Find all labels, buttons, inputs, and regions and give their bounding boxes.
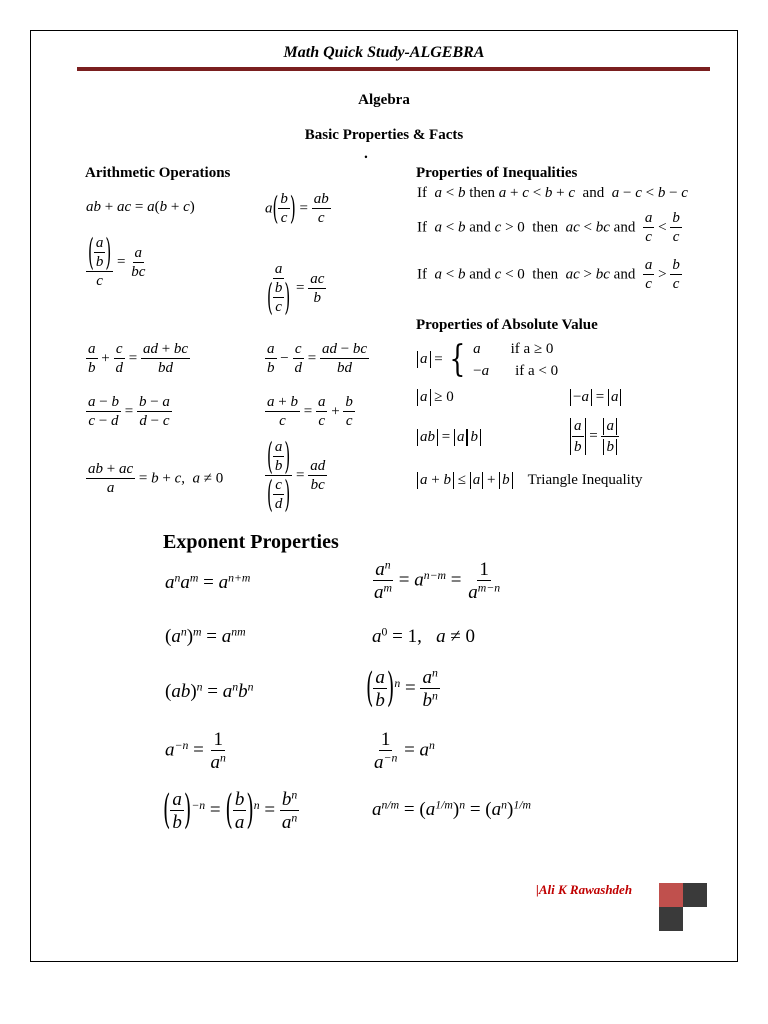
formula-a-over-b-over-c: ( $\frac{a}{b}$ ) c = $\frac{a}{bc}$: [88, 230, 146, 289]
formula-complex-fraction: ( $\frac{a}{b}$ ) ( $\frac{c}{d}$ ) = $\frac{ad}{bc}$: [267, 440, 326, 516]
formula-split-fraction: $\frac{a + b}{c}$ = $\frac{a}{c}$ + $\frac{b}{c}$: [267, 394, 353, 429]
formula-fraction-sum: $\frac{a}{b}$ + $\frac{c}{d}$ = $\frac{ad + bc}{bd}$: [88, 341, 189, 376]
header-title: Math Quick Study-ALGEBRA: [283, 44, 485, 61]
formula-a-over-b-over-c-2: a ( $\frac{b}{c}$ ) = $\frac{ac}{b}$: [267, 261, 325, 319]
case-negative: if a < 0: [515, 362, 559, 379]
footer-logo-dark-square: [683, 883, 707, 907]
if-label: If: [417, 266, 427, 283]
exp-fractional: $a^{n/m} = (a^{1/m})^n = (a^n)^{1/m}$: [372, 798, 531, 820]
exp-product: $a^na^m = a^{n+m}$: [165, 571, 251, 593]
triangle-inequality: a + b ≤ a + b Triangle Inequality: [417, 472, 643, 489]
abs-definition: a = { a if a ≥ 0 −a if a < 0: [417, 338, 558, 382]
formula-cancel: $\frac{ab + ac}{a}$ = b + c, a ≠ 0: [88, 461, 224, 496]
exp-product-power: $(ab)^n = a^nb^n$: [165, 680, 254, 702]
triangle-label: Triangle Inequality: [527, 472, 643, 488]
inequalities-heading: Properties of Inequalities: [416, 165, 578, 181]
then-label: then: [532, 219, 559, 236]
and-label: and: [469, 219, 491, 236]
inequality-multiply-negative: If a < b and c < 0 then ac > bc and $\frac{a}{c}$ > $\frac{b}{c}$: [417, 257, 680, 292]
then-label: then: [469, 185, 496, 201]
if-label: If: [417, 185, 427, 201]
case-nonnegative: if a ≥ 0: [510, 340, 554, 357]
abs-negation: −a = a: [570, 389, 621, 406]
exp-negative: $a^{-n}$ = $\frac{1}{a^n}$: [165, 729, 226, 773]
formula-distributive: ab + ac = a(b + c): [86, 199, 195, 215]
arithmetic-heading: Arithmetic Operations: [85, 165, 231, 181]
abs-product: ab = a b: [417, 429, 481, 446]
doc-subtitle: Basic Properties & Facts: [304, 127, 464, 143]
footer-logo-dark-square-2: [659, 907, 683, 931]
abs-nonnegative: a ≥ 0: [417, 389, 454, 406]
and-label: and: [613, 266, 636, 283]
absolute-value-heading: Properties of Absolute Value: [416, 317, 598, 333]
formula-a-times-b-over-c: a( $\frac{b}{c}$ ) = $\frac{ab}{c}$: [265, 189, 329, 227]
then-label: then: [532, 266, 559, 283]
and-label: and: [469, 266, 491, 283]
footer-author: |Ali K Rawashdeh: [536, 882, 633, 897]
bullet-mark: •: [364, 152, 368, 162]
exp-quotient-power: ( $\frac{a}{b}$ )$^n$ = $\frac{a^n}{b^n}$: [366, 664, 438, 712]
exponent-heading: Exponent Properties: [163, 531, 339, 553]
abs-quotient: $\frac{a}{b}$ = $\frac{a}{b}$: [570, 418, 619, 455]
inequality-add: If a < b then a + c < b + c and a − c < b − c: [417, 185, 688, 201]
exp-quotient: $\frac{a^n}{a^m}$ = $a^{n-m}$ = $\frac{1}{a^{m-n}}$: [374, 558, 501, 603]
and-label: and: [582, 185, 605, 201]
and-label: and: [613, 219, 636, 236]
formula-swap-signs: $\frac{a - b}{c - d}$ = $\frac{b - a}{d - c}$: [88, 394, 170, 429]
exp-power-of-power: $(a^n)^m = a^{nm}$: [165, 625, 246, 647]
inequality-multiply-positive: If a < b and c > 0 then ac < bc and $\frac{a}{c}$ < $\frac{b}{c}$: [417, 210, 680, 245]
formula-fraction-diff: $\frac{a}{b}$ − $\frac{c}{d}$ = $\frac{ad - bc}{bd}$: [267, 341, 368, 376]
if-label: If: [417, 219, 427, 236]
footer-logo-red-square: [659, 883, 683, 907]
doc-title: Algebra: [358, 92, 410, 108]
header-rule: [77, 67, 710, 71]
exp-reciprocal-negative: $\frac{1}{a^{-n}}$ = $a^n$: [374, 729, 435, 773]
exp-negative-fraction: ( $\frac{a}{b}$ )$^{-n}$ = ( $\frac{b}{a}$ )$^n$ = $\frac{b^n}{a^n}$: [163, 786, 298, 834]
exp-zero: $a^0 = 1$, a ≠ 0: [372, 625, 476, 647]
